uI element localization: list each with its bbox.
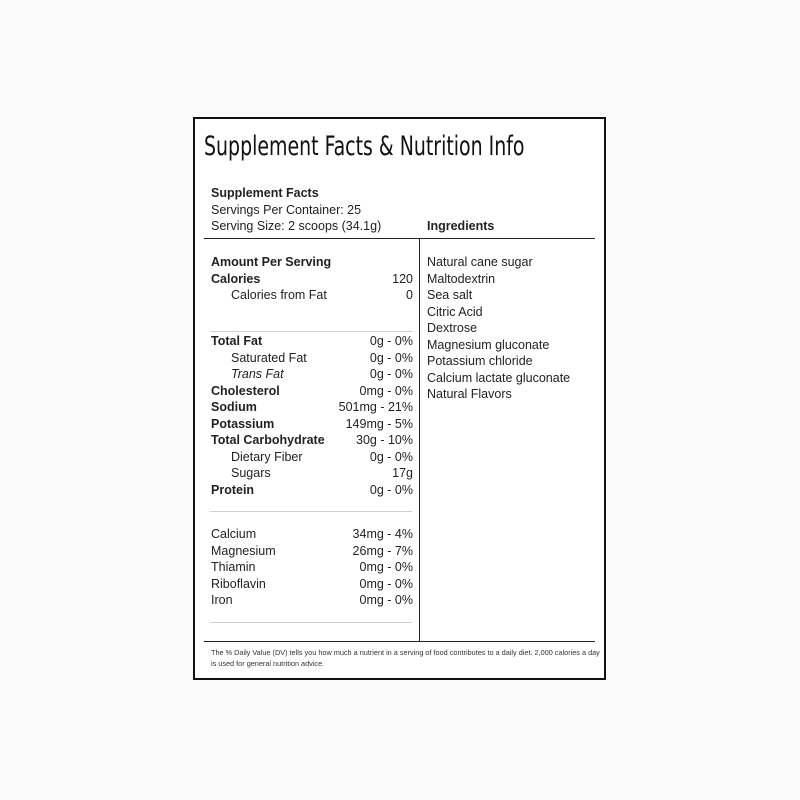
nutrient-row [211, 465, 413, 482]
nutrient-name: Sodium [211, 400, 257, 414]
nutrient-row [211, 416, 413, 433]
amount-per-serving-heading: Amount Per Serving [211, 255, 332, 269]
nutrient-value: 26mg - 7% [352, 543, 413, 558]
bottom-divider [204, 641, 595, 642]
nutrient-name: Cholesterol [211, 383, 280, 398]
nutrient-value: 0mg - 0% [359, 576, 413, 591]
nutrient-row [211, 526, 413, 543]
nutrient-name: Total Carbohydrate [211, 433, 325, 447]
supplement-facts-heading: Supplement Facts [211, 186, 319, 200]
ingredients-list [427, 254, 570, 403]
nutrient-value: 0g - 0% [369, 350, 413, 365]
nutrient-row [211, 287, 413, 304]
nutrient-value: 0g - 0% [369, 367, 413, 381]
ingredient-item: Natural Flavors [427, 387, 512, 401]
ingredient-item: Maltodextrin [427, 271, 496, 286]
nutrient-name: Calcium [211, 527, 257, 541]
nutrient-value: 17g [392, 466, 413, 480]
nutrient-name: Magnesium [211, 543, 276, 558]
section-divider [210, 331, 412, 332]
nutrient-name: Protein [211, 482, 255, 497]
nutrient-name: Total Fat [211, 334, 263, 348]
nutrient-name: Calories from Fat [231, 288, 327, 302]
nutrient-row [211, 350, 413, 367]
nutrient-row [211, 482, 413, 499]
section-divider [210, 511, 412, 512]
nutrient-value: 0g - 0% [369, 449, 413, 464]
nutrient-row [211, 366, 413, 383]
nutrient-value: 120 [392, 271, 413, 286]
nutrient-name: Iron [211, 593, 233, 607]
servings-per-container: Servings Per Container: 25 [211, 202, 362, 217]
nutrient-name: Saturated Fat [231, 350, 307, 365]
nutrient-name: Dietary Fiber [231, 449, 303, 464]
nutrient-row [211, 333, 413, 350]
nutrient-row [211, 271, 413, 288]
nutrient-name: Sugars [231, 466, 271, 480]
nutrient-value: 501mg - 21% [338, 400, 413, 414]
ingredients-heading: Ingredients [427, 219, 495, 233]
nutrient-name: Calories [211, 271, 261, 286]
top-divider [204, 238, 595, 239]
nutrient-row [211, 592, 413, 609]
nutrient-row [211, 559, 413, 576]
nutrient-name: Trans Fat [231, 367, 284, 381]
ingredient-item: Calcium lactate gluconate [427, 370, 571, 385]
nutrient-value: 0g - 0% [369, 482, 413, 497]
ingredient-item: Dextrose [427, 321, 478, 335]
ingredient-item: Potassium chloride [427, 354, 533, 368]
nutrient-value: 0mg - 0% [359, 560, 413, 574]
nutrient-value: 30g - 10% [356, 433, 413, 447]
nutrient-value: 34mg - 4% [352, 527, 413, 541]
nutrient-row [211, 383, 413, 400]
nutrient-row [211, 543, 413, 560]
ingredient-item: Natural cane sugar [427, 255, 533, 269]
nutrient-row [211, 576, 413, 593]
serving-info [211, 185, 381, 235]
ingredient-item: Magnesium gluconate [427, 337, 550, 352]
nutrient-value: 0g - 0% [369, 334, 413, 348]
column-divider [419, 238, 420, 641]
nutrient-value: 0mg - 0% [359, 383, 413, 398]
ingredient-item: Citric Acid [427, 304, 483, 319]
nutrient-name: Riboflavin [211, 576, 266, 591]
daily-value-footnote: The % Daily Value (DV) tells you how much a nutrient in a serving of food contributes to a daily diet. 2,000 calories a day is used for general nutrition advice. [211, 648, 600, 668]
nutrient-value: 0mg - 0% [359, 593, 413, 607]
section-divider [210, 622, 412, 623]
supplement-facts-label [193, 117, 606, 680]
nutrient-row [211, 449, 413, 466]
nutrient-row [211, 399, 413, 416]
nutrient-name: Thiamin [211, 560, 256, 574]
nutrient-value: 149mg - 5% [345, 416, 413, 431]
nutrient-value: 0 [406, 288, 413, 302]
page-title: Supplement Facts & Nutrition Info [204, 131, 525, 162]
serving-size: Serving Size: 2 scoops (34.1g) [211, 219, 382, 233]
nutrient-name: Potassium [211, 416, 275, 431]
ingredient-item: Sea salt [427, 288, 473, 302]
nutrient-row [211, 432, 413, 449]
